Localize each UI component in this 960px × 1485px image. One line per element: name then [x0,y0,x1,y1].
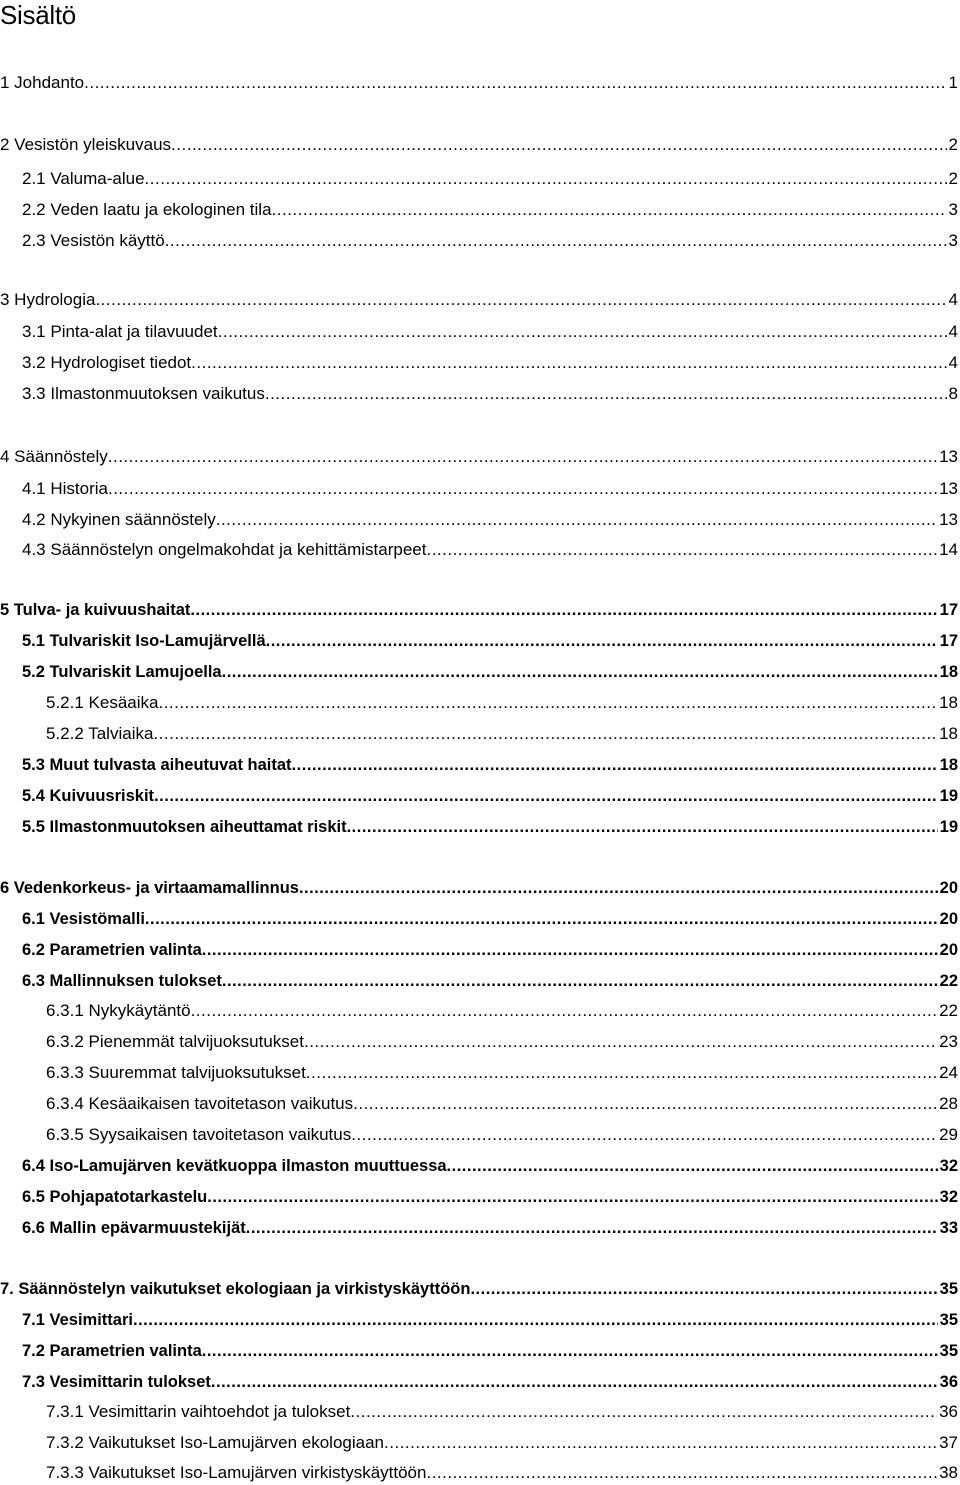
toc-entry[interactable] [22,539,958,561]
dot-leader [145,168,947,190]
dot-leader [218,321,947,343]
dot-leader [426,539,937,561]
dot-leader [171,134,946,156]
toc-entry-page: 38 [939,1463,958,1482]
toc-entry[interactable] [22,1309,958,1331]
toc-entry[interactable] [46,723,958,745]
dot-leader [292,754,938,776]
toc-entry-page: 22 [939,1001,958,1020]
toc-entry[interactable] [22,1155,958,1177]
dot-leader [108,446,937,468]
toc-entry-label: 2.1 Valuma-alue [22,169,145,188]
toc-entry-label: 2.3 Vesistön käyttö [22,231,165,250]
toc-entry-label: 4.1 Historia [22,479,108,498]
dot-leader [95,289,946,311]
dot-leader [222,970,938,992]
toc-entry-label: 5.4 Kuivuusriskit [22,787,155,805]
toc-entry-label: 3 Hydrologia [0,290,96,309]
dot-leader [447,1155,938,1177]
toc-entry-label: 1 Johdanto [0,73,85,92]
toc-entry-page: 23 [939,1032,958,1051]
toc-entry-label: 6.4 Iso-Lamujärven kevätkuoppa ilmaston muuttuessa [22,1157,447,1175]
toc-entry-page: 36 [939,1402,958,1421]
toc-entry-page: 13 [939,447,958,466]
dot-leader [426,1462,937,1484]
toc-entry-page: 4 [948,290,958,309]
dot-leader [353,1093,937,1115]
toc-entry[interactable] [22,816,958,838]
toc-entry-label: 7. Säännöstelyn vaikutukset ekologiaan ja virkistyskäyttöön [0,1280,471,1298]
toc-entry-label: 2.2 Veden laatu ja ekologinen tila [22,200,272,219]
toc-entry-page: 18 [939,693,958,712]
dot-leader [207,1186,937,1208]
dot-leader [351,1124,937,1146]
dot-leader [158,692,937,714]
toc-entry-label: 7.3.2 Vaikutukset Iso-Lamujärven ekologiaan [46,1433,384,1452]
toc-entry-page: 33 [939,1219,958,1237]
toc-entry-page: 28 [939,1094,958,1113]
toc-entry-page: 1 [948,73,958,92]
dot-leader [304,1031,937,1053]
toc-entry-label: 7.3.3 Vaikutukset Iso-Lamujärven virkistyskäyttöön [46,1463,427,1482]
toc-entry-page: 18 [939,663,958,681]
dot-leader [153,723,937,745]
dot-leader [350,1401,937,1423]
toc-entry[interactable] [46,1062,958,1084]
toc-entry[interactable] [0,446,958,468]
dot-leader [133,1309,938,1331]
dot-leader [191,1000,938,1022]
toc-entry-label: 6.3.1 Nykykäytäntö [46,1001,191,1020]
dot-leader [470,1278,937,1300]
toc-entry[interactable] [46,1093,958,1115]
toc-entry-page: 37 [939,1433,958,1452]
toc-entry-page: 4 [948,353,958,372]
toc-entry[interactable] [22,970,958,992]
toc-entry-label: 7.3.1 Vesimittarin vaihtoehdot ja tulokset [46,1402,351,1421]
toc-entry[interactable] [22,168,958,190]
toc-entry[interactable] [46,1432,958,1454]
toc-entry[interactable] [22,754,958,776]
toc-entry-page: 13 [939,510,958,529]
toc-entry[interactable] [22,785,958,807]
toc-entry[interactable] [22,939,958,961]
toc-entry-page: 20 [939,879,958,897]
dot-leader [272,199,947,221]
toc-entry-page: 3 [948,200,958,219]
toc-entry-label: 4 Säännöstely [0,447,108,466]
dot-leader [154,785,938,807]
dot-leader [306,1062,937,1084]
toc-entry-label: 5.2.2 Talviaika [46,724,154,743]
toc-entry-page: 24 [939,1063,958,1082]
toc-entry-page: 20 [939,910,958,928]
toc-entry-label: 7.1 Vesimittari [22,1311,133,1329]
toc-entry-label: 5.5 Ilmastonmuutoksen aiheuttamat riskit [22,818,347,836]
toc-entry-label: 6.3 Mallinnuksen tulokset [22,972,222,990]
toc-entry-page: 35 [939,1342,958,1360]
dot-leader [191,352,946,374]
toc-entry-label: 4.3 Säännöstelyn ongelmakohdat ja kehittämistarpeet [22,540,427,559]
toc-entry[interactable] [0,72,958,94]
toc-entry[interactable] [22,352,958,374]
toc-entry-page: 29 [939,1125,958,1144]
toc-entry-page: 18 [939,756,958,774]
toc-entry-label: 6.3.2 Pienemmät talvijuoksutukset [46,1032,304,1051]
toc-entry-page: 35 [939,1280,958,1298]
dot-leader [211,1371,938,1393]
dot-leader [108,478,937,500]
toc-entry-page: 17 [939,601,958,619]
toc-entry-label: 6.5 Pohjapatotarkastelu [22,1188,208,1206]
dot-leader [266,630,938,652]
dot-leader [384,1432,937,1454]
dot-leader [84,72,946,94]
toc-entry[interactable] [0,134,958,156]
toc-entry-label: 6.1 Vesistömalli [22,910,145,928]
toc-entry-label: 2 Vesistön yleiskuvaus [0,135,172,154]
toc-entry-label: 5 Tulva- ja kuivuushaitat [0,601,191,619]
toc-entry[interactable] [46,1462,958,1484]
toc-entry-label: 5.1 Tulvariskit Iso-Lamujärvellä [22,632,266,650]
dot-leader [202,939,938,961]
toc-entry-page: 18 [939,724,958,743]
toc-entry-page: 36 [939,1373,958,1391]
toc-entry-label: 6.2 Parametrien valinta [22,941,202,959]
toc-entry-label: 5.2 Tulvariskit Lamujoella [22,663,222,681]
toc-entry-page: 32 [939,1157,958,1175]
toc-entry-page: 17 [939,632,958,650]
dot-leader [246,1217,938,1239]
dot-leader [299,877,938,899]
dot-leader [165,230,947,252]
toc-entry-page: 3 [948,231,958,250]
toc-entry[interactable] [0,1278,958,1300]
toc-entry[interactable] [46,1031,958,1053]
toc-entry-page: 4 [948,322,958,341]
toc-entry[interactable] [22,1217,958,1239]
dot-leader [216,509,937,531]
toc-entry[interactable] [46,1124,958,1146]
toc-entry-page: 13 [939,479,958,498]
toc-entry[interactable] [22,630,958,652]
toc-entry-page: 2 [948,169,958,188]
dot-leader [347,816,938,838]
toc-entry-page: 22 [939,972,958,990]
toc-entry-label: 6.3.5 Syysaikaisen tavoitetason vaikutus [46,1125,352,1144]
toc-entry-page: 20 [939,941,958,959]
toc-entry-label: 3.3 Ilmastonmuutoksen vaikutus [22,384,265,403]
toc-entry[interactable] [22,509,958,531]
dot-leader [202,1340,938,1362]
toc-entry-page: 19 [939,787,958,805]
toc-entry-label: 7.2 Parametrien valinta [22,1342,202,1360]
toc-entry-label: 6.6 Mallin epävarmuustekijät [22,1219,246,1237]
toc-entry[interactable] [22,1371,958,1393]
toc-entry-label: 5.3 Muut tulvasta aiheutuvat haitat [22,756,292,774]
dot-leader [145,908,938,930]
toc-entry-label: 3.2 Hydrologiset tiedot [22,353,192,372]
toc-entry-label: 7.3 Vesimittarin tulokset [22,1373,211,1391]
dot-leader [265,383,947,405]
toc-entry-label: 6 Vedenkorkeus- ja virtaamamallinnus [0,879,299,897]
toc-entry-page: 19 [939,818,958,836]
toc-entry-page: 32 [939,1188,958,1206]
toc-entry[interactable] [46,1401,958,1423]
toc-entry-page: 2 [948,135,958,154]
toc-entry[interactable] [22,230,958,252]
toc-entry-page: 35 [939,1311,958,1329]
dot-leader [190,599,937,621]
toc-entry[interactable] [22,199,958,221]
toc-entry[interactable] [22,383,958,405]
toc-entry[interactable] [0,599,958,621]
toc-entry-page: 8 [948,384,958,403]
toc-entry-label: 6.3.4 Kesäaikaisen tavoitetason vaikutus [46,1094,354,1113]
dot-leader [222,661,938,683]
toc-entry[interactable] [22,478,958,500]
toc-entry-label: 5.2.1 Kesäaika [46,693,159,712]
toc-entry[interactable] [22,661,958,683]
toc-entry[interactable] [0,289,958,311]
toc-entry[interactable] [22,321,958,343]
toc-entry[interactable] [22,1340,958,1362]
toc-entry-label: 6.3.3 Suuremmat talvijuoksutukset [46,1063,306,1082]
toc-entry[interactable] [22,1186,958,1208]
toc-entry[interactable] [22,908,958,930]
toc-entry[interactable] [46,1000,958,1022]
toc-entry[interactable] [46,692,958,714]
toc-entry-label: 4.2 Nykyinen säännöstely [22,510,216,529]
page-title: Sisältö [0,0,76,30]
toc-entry-label: 3.1 Pinta-alat ja tilavuudet [22,322,218,341]
toc-entry[interactable] [0,877,958,899]
toc-entry-page: 14 [939,540,958,559]
